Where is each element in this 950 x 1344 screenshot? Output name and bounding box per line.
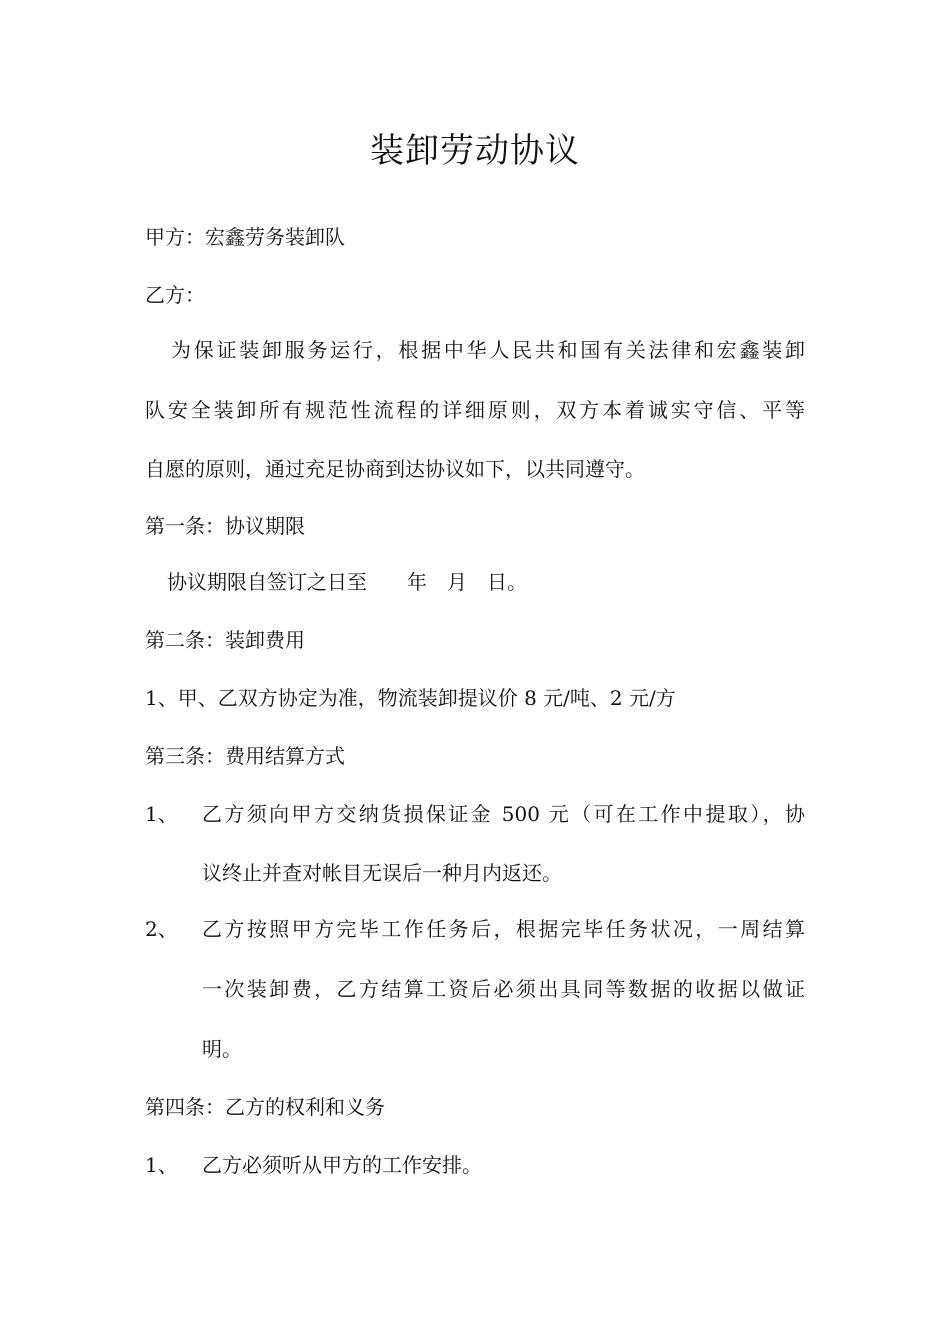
preamble-line-2: 队安全装卸所有规范性流程的详细原则，双方本着诚实守信、平等 <box>145 398 805 422</box>
article3-item-2-line-1: 乙方按照甲方完毕工作任务后，根据完毕任务状况，一周结算 <box>202 917 805 941</box>
preamble-line-1: 为保证装卸服务运行，根据中华人民共和国有关法律和宏鑫装卸 <box>171 338 805 362</box>
article3-item-1-line-2: 议终止并查对帐目无误后一种月内返还。 <box>202 861 562 885</box>
article1-heading: 第一条：协议期限 <box>145 514 305 538</box>
article2-heading: 第二条：装卸费用 <box>145 628 305 652</box>
article4-item-1-line-1: 乙方必须听从甲方的工作安排。 <box>202 1153 482 1177</box>
article3-item-1-number: 1、 <box>145 802 178 826</box>
article3-item-2-line-2: 一次装卸费，乙方结算工资后必须出具同等数据的收据以做证 <box>202 977 805 1001</box>
preamble-line-3: 自愿的原则，通过充足协商到达协议如下，以共同遵守。 <box>145 457 645 481</box>
article3-item-2-line-3: 明。 <box>202 1037 242 1061</box>
article4-item-1-number: 1、 <box>145 1153 178 1177</box>
document-title: 装卸劳动协议 <box>370 131 580 171</box>
party-a: 甲方：宏鑫劳务装卸队 <box>145 225 345 249</box>
article2-item-1: 1、甲、乙双方协定为准，物流装卸提议价 8 元/吨、2 元/方 <box>145 686 676 710</box>
article3-item-1-line-1: 乙方须向甲方交纳货损保证金 500 元（可在工作中提取），协 <box>202 802 805 826</box>
article1-text: 协议期限自签订之日至 年 月 日。 <box>167 570 527 594</box>
article3-heading: 第三条：费用结算方式 <box>145 744 345 768</box>
article4-heading: 第四条：乙方的权利和义务 <box>145 1095 385 1119</box>
party-b: 乙方： <box>145 283 205 307</box>
article3-item-2-number: 2、 <box>145 917 178 941</box>
